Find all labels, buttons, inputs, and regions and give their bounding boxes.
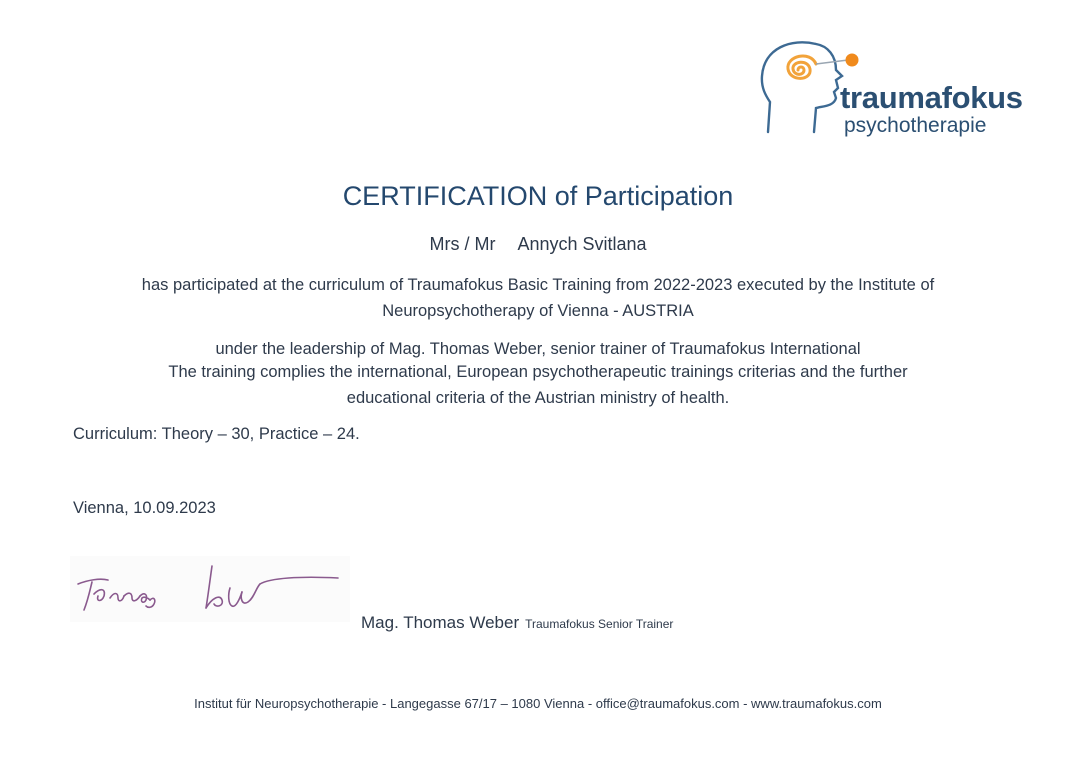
participation-paragraph <box>50 272 1026 324</box>
participation-line-2: Neuropsychotherapy of Vienna - AUSTRIA <box>382 302 694 320</box>
signer-role: Traumafokus Senior Trainer <box>525 617 674 631</box>
handwritten-signature <box>70 556 350 622</box>
recipient-line <box>0 234 1076 255</box>
compliance-line-1: The training complies the international, European psychotherapeutic trainings criterias and the further <box>168 363 908 381</box>
curriculum-hours: Curriculum: Theory – 30, Practice – 24. <box>73 425 360 443</box>
salutation: Mrs / Mr <box>429 234 496 254</box>
compliance-line-2: educational criteria of the Austrian ministry of health. <box>346 389 730 407</box>
participation-line-1: has participated at the curriculum of Traumafokus Basic Training from 2022-2023 executed by the Institute of <box>141 276 935 294</box>
logo-name: traumafokus <box>840 80 1023 115</box>
leadership-line: under the leadership of Mag. Thomas Weber, senior trainer of Traumafokus International <box>215 340 861 358</box>
signer <box>361 613 673 633</box>
recipient-name: Annych Svitlana <box>517 234 647 254</box>
leadership-paragraph <box>50 338 1026 361</box>
place-date: Vienna, 10.09.2023 <box>73 499 216 517</box>
certificate-title: CERTIFICATION of Participation <box>342 181 734 211</box>
traumafokus-logo <box>756 36 1056 140</box>
footer-address: Institut für Neuropsychotherapie - Langegasse 67/17 – 1080 Vienna - office@traumafokus.com - www.traumafokus.com <box>194 696 882 711</box>
signer-name: Mag. Thomas Weber <box>361 613 520 632</box>
compliance-paragraph <box>50 359 1026 411</box>
logo-subtitle: psychotherapie <box>844 114 987 137</box>
